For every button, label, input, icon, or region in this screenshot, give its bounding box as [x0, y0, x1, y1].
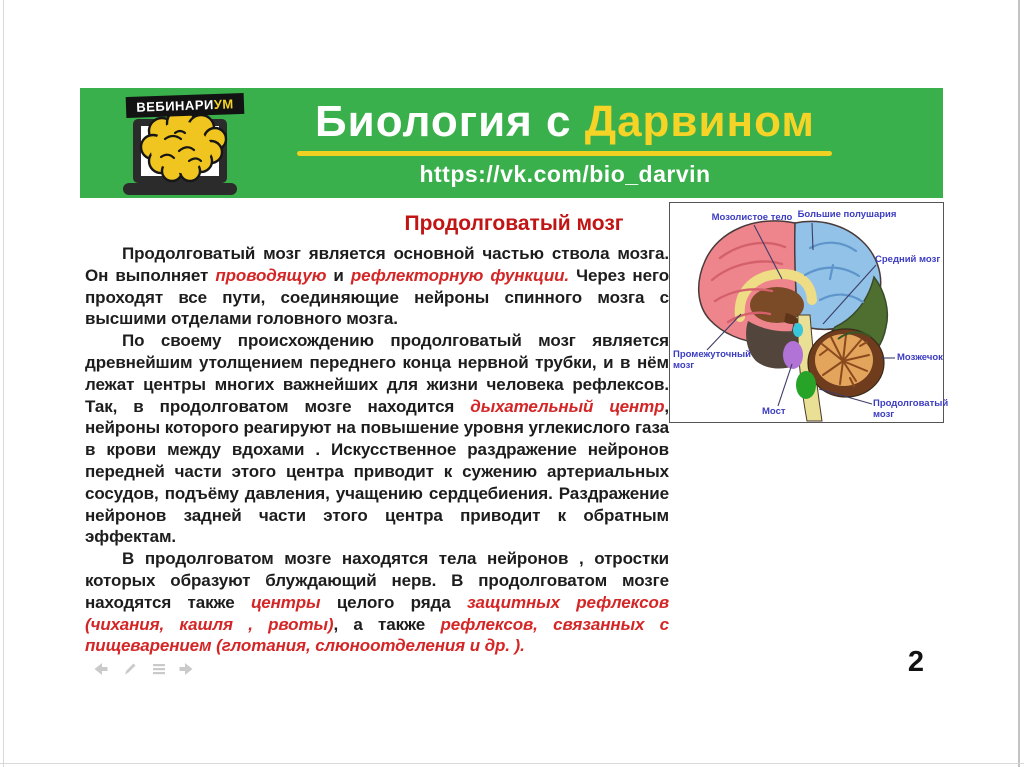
label-midbrain: Средний мозг: [875, 254, 941, 265]
slide-number: 2: [907, 646, 925, 678]
channel-url[interactable]: https://vk.com/bio_darvin: [419, 161, 711, 187]
next-slide-arrow-icon[interactable]: [177, 660, 195, 678]
highlight-text: защитных рефлексов (чихания, кашля , рвоты): [85, 592, 669, 634]
body-text: целого ряда: [320, 592, 467, 612]
body-text: , а также: [333, 614, 441, 634]
body-text: По своему происхождению продолговатый мозг является древнейшим утолщением переднего конца нервной трубки, и в нём лежат центры многих важнейших для жизни человека рефлексов. Так, в продолговатом мозге находится: [85, 331, 669, 416]
highlight-text: дыхательный центр: [470, 396, 665, 416]
label-cerebral-hemispheres: Большие полушария: [797, 209, 897, 220]
viewer-left-border: [3, 0, 4, 767]
channel-title-yellow: Дарвином: [584, 97, 815, 146]
channel-title: [315, 97, 815, 147]
wordmark-accent: УМ: [213, 96, 234, 112]
channel-title-white: Биология с: [315, 97, 585, 146]
label-corpus-callosum: Мозолистое тело: [711, 212, 793, 223]
highlight-text: проводящую: [215, 265, 327, 285]
body-text: и: [326, 265, 351, 285]
title-underline: [297, 151, 832, 156]
label-pons: Мост: [762, 406, 786, 417]
body-paragraphs: [85, 243, 669, 657]
paragraph: [85, 330, 669, 548]
highlight-text: рефлексов, связанных с пищеварением (глотания, слюноотделения и др. ).: [85, 614, 670, 656]
body-text: Через него проходят все пути, соединяющие нейроны спинного мозга с высшими отделами головного мозга.: [85, 265, 669, 329]
viewer-right-border: [1018, 0, 1020, 767]
menu-icon[interactable]: [150, 660, 168, 678]
brain-sagittal-illustration: [670, 203, 943, 422]
paragraph: [85, 548, 669, 657]
label-diencephalon: Промежуточный мозг: [673, 349, 751, 371]
brain-diagram: [669, 202, 949, 423]
body-text: , нейроны которого реагируют на повышение уровня углекислого газа в крови между вдохами . Искусственное раздражение нейронов передней части этого центра приводит к сужению артериальных сосудов, подъёму давления, учащению сердцебиения. Раздражение нейронов задней части этого центра приводит к обратным эффектам.: [85, 396, 670, 547]
pen-icon[interactable]: [121, 660, 139, 678]
previous-slide-arrow-icon[interactable]: [92, 660, 110, 678]
label-cerebellum: Мозжечок: [897, 352, 943, 363]
body-text: В продолговатом мозге находятся тела нейронов , отростки которых образуют блуждающий нерв. В продолговатом мозге находятся также: [85, 549, 669, 612]
webinarium-wordmark: [126, 93, 245, 118]
highlight-text: рефлекторную функции.: [350, 265, 570, 285]
wordmark-text: ВЕБИНАРИ: [136, 96, 215, 115]
paragraph: [85, 243, 669, 330]
slide-heading: Продолговатый мозг: [404, 212, 624, 235]
label-medulla-oblongata: Продолговатый мозг: [873, 398, 949, 420]
viewer-bottom-border: [0, 763, 1024, 764]
highlight-text: центры: [250, 592, 321, 612]
body-text: Продолговатый мозг является основной частью ствола мозга. Он выполняет: [85, 244, 669, 285]
